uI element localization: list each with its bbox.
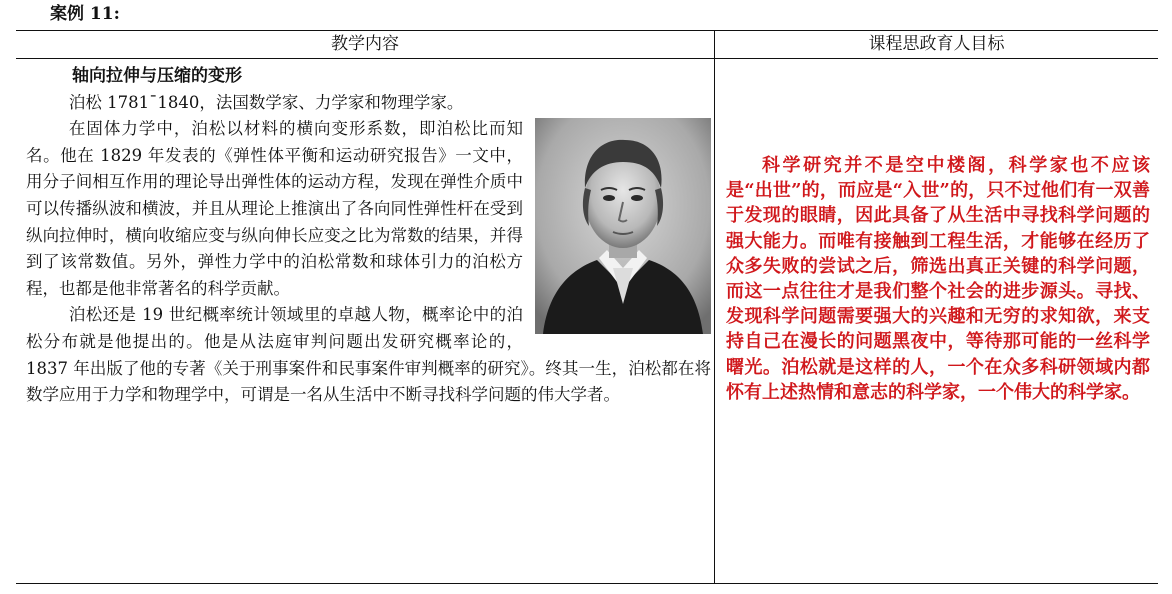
case-table [16, 30, 1158, 584]
poisson-ratio-paragraph: 在固体力学中，泊松以材料的横向变形系数，即泊松比而知名。他在 1829 年发表的《弹性体平衡和运动研究报告》一文中，用分子间相互作用的理论导出弹性体的运动方程，发现在弹性介质中可以传播纵波和横波，并且从理论上推演出了各向同性弹性杆在受到纵向拉伸时，横向收缩应变与纵向伸长应变之比为常数的结果，并得到了该常数值。另外，弹性力学中的泊松常数和球体引力的泊松方程，也都是他非常著名的科学贡献。 [26, 119, 523, 298]
intro-paragraph: 泊松 1781¯1840，法国数学家、力学家和物理学家。 [68, 92, 464, 112]
case-label: 案例 11: [50, 4, 120, 24]
header-rule [16, 58, 1158, 59]
teaching-content-cell [26, 63, 711, 409]
probability-paragraph: 泊松还是 19 世纪概率统计领域里的卓越人物，概率论中的泊松分布就是他提出的。他是从法庭审判问题出发研究概率论的，1837 年出版了他的专著《关于刑事案件和民事案件审判概率的研究》。终其一生，泊松都在将数学应用于力学和物理学中，可谓是一名从生活中不断寻找科学问题的伟大学者。 [26, 305, 711, 405]
column-divider [714, 31, 715, 583]
ideology-goal-cell [726, 153, 1150, 405]
ideology-text: 科学研究并不是空中楼阁，科学家也不应该是“出世”的，而应是“入世”的，只不过他们有一双善于发现的眼睛，因此具备了从生活中寻找科学问题的强大能力。而唯有接触到工程生活，才能够在经历了众多失败的尝试之后，筛选出真正关键的科学问题，而这一点往往才是我们整个社会的进步源头。寻找、发现科学问题需要强大的兴趣和无穷的求知欲，来支持自己在漫长的问题黑夜中，等待那可能的一丝科学曙光。泊松就是这样的人，一个在众多科研领域内都怀有上述热情和意志的科学家，一个伟大的科学家。 [726, 155, 1150, 403]
header-ideology-goal: 课程思政育人目标 [868, 34, 1005, 54]
header-teaching-content: 教学内容 [331, 34, 399, 54]
section-title: 轴向拉伸与压缩的变形 [72, 66, 242, 86]
portrait-photo [535, 118, 711, 334]
